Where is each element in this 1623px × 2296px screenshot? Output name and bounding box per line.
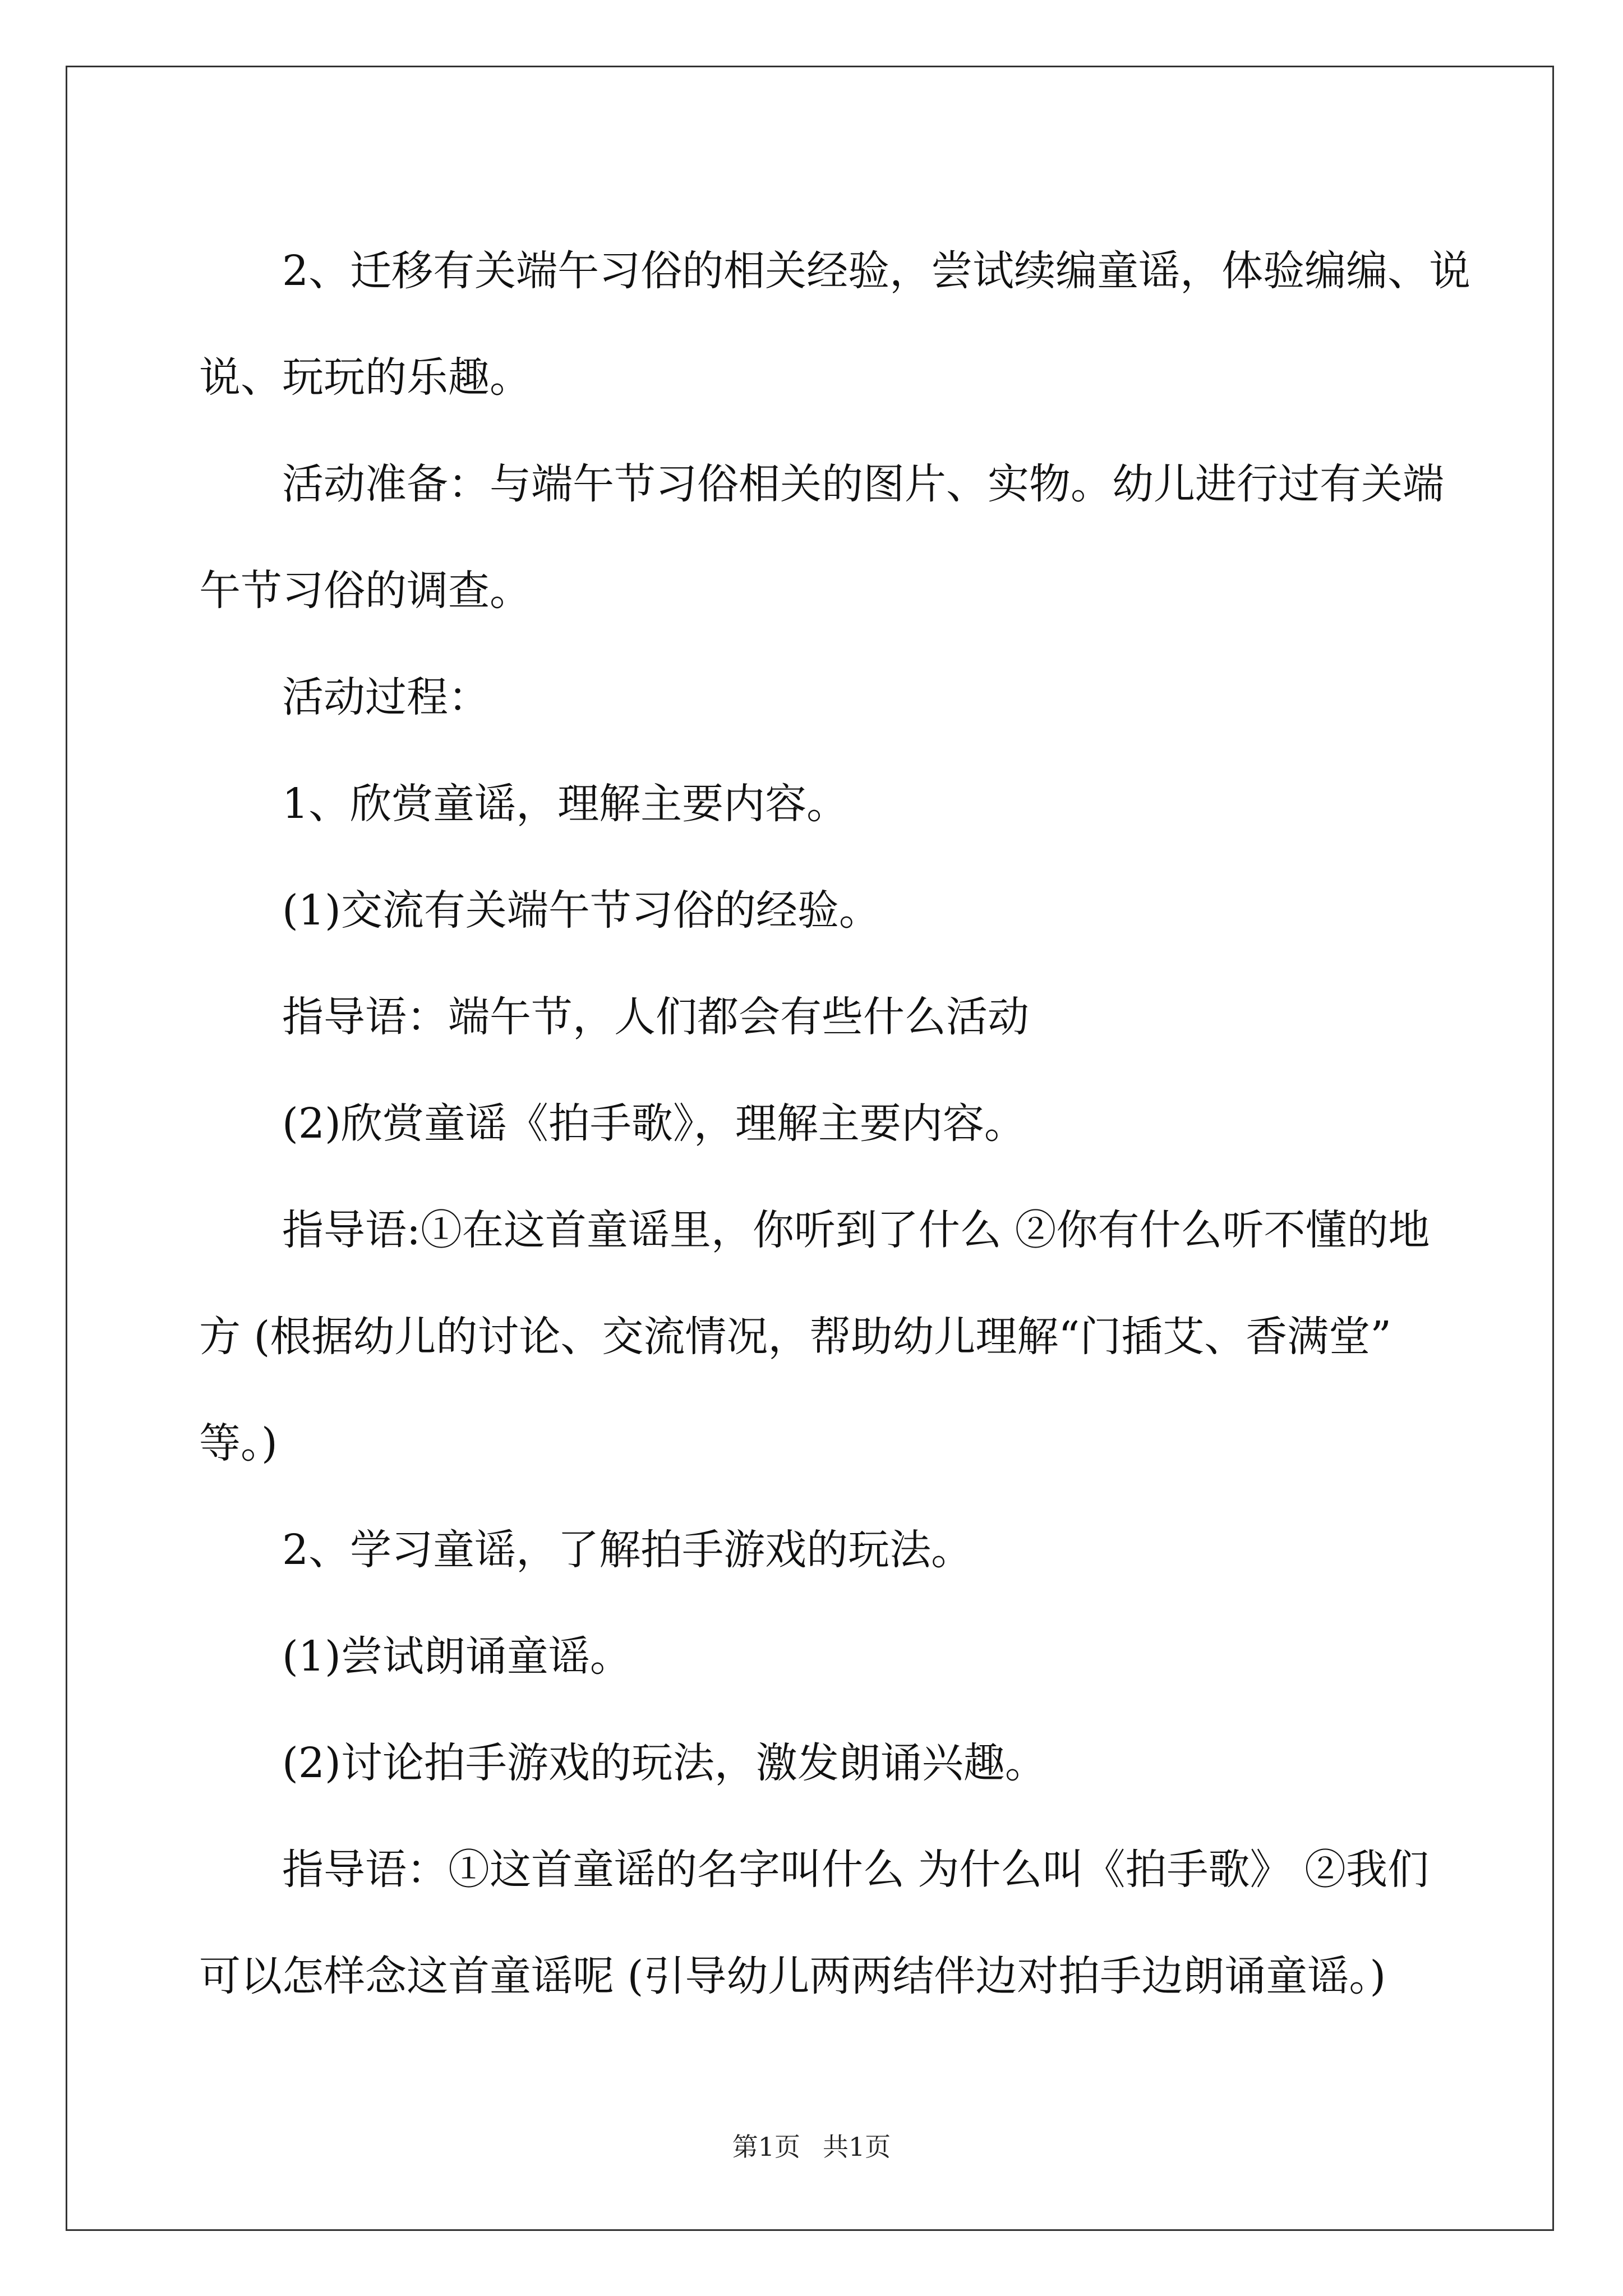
step-heading: 1、欣赏童谣，理解主要内容。	[282, 780, 849, 828]
section-heading: 活动过程：	[282, 673, 490, 721]
paragraph-line: 等。)	[199, 1419, 278, 1467]
page-total: 共1页	[823, 2132, 891, 2162]
document-body	[199, 218, 1471, 2030]
paragraph-line: 可以怎样念这首童谣呢 (引导幼儿两两结伴边对拍手边朗诵童谣。)	[199, 1952, 1386, 2000]
paragraph-line: 2、迁移有关端午习俗的相关经验，尝试续编童谣，体验编编、说	[282, 247, 1471, 295]
sub-step: (2)欣赏童谣《拍手歌》，理解主要内容。	[282, 1099, 1026, 1148]
paragraph-line: 活动准备：与端午节习俗相关的图片、实物。幼儿进行过有关端	[282, 460, 1444, 508]
guidance-text: 指导语：端午节，人们都会有些什么活动	[282, 993, 1029, 1041]
sub-step: (2)讨论拍手游戏的玩法，激发朗诵兴趣。	[282, 1739, 1046, 1787]
sub-step: (1)尝试朗诵童谣。	[282, 1632, 631, 1681]
guidance-text: 指导语：①这首童谣的名字叫什么 为什么叫《拍手歌》 ②我们	[282, 1846, 1430, 1894]
step-heading: 2、学习童谣，了解拍手游戏的玩法。	[282, 1526, 973, 1574]
guidance-text: 指导语:①在这首童谣里，你听到了什么 ②你有什么听不懂的地	[282, 1206, 1430, 1254]
page-footer	[0, 2130, 1623, 2164]
page-number: 第1页	[732, 2132, 800, 2162]
paragraph-line: 方 (根据幼儿的讨论、交流情况，帮助幼儿理解“门插艾、香满堂”	[199, 1313, 1392, 1361]
paragraph-line: 说、玩玩的乐趣。	[199, 353, 531, 402]
paragraph-line: 午节习俗的调查。	[199, 567, 531, 615]
sub-step: (1)交流有关端午节习俗的经验。	[282, 886, 880, 935]
